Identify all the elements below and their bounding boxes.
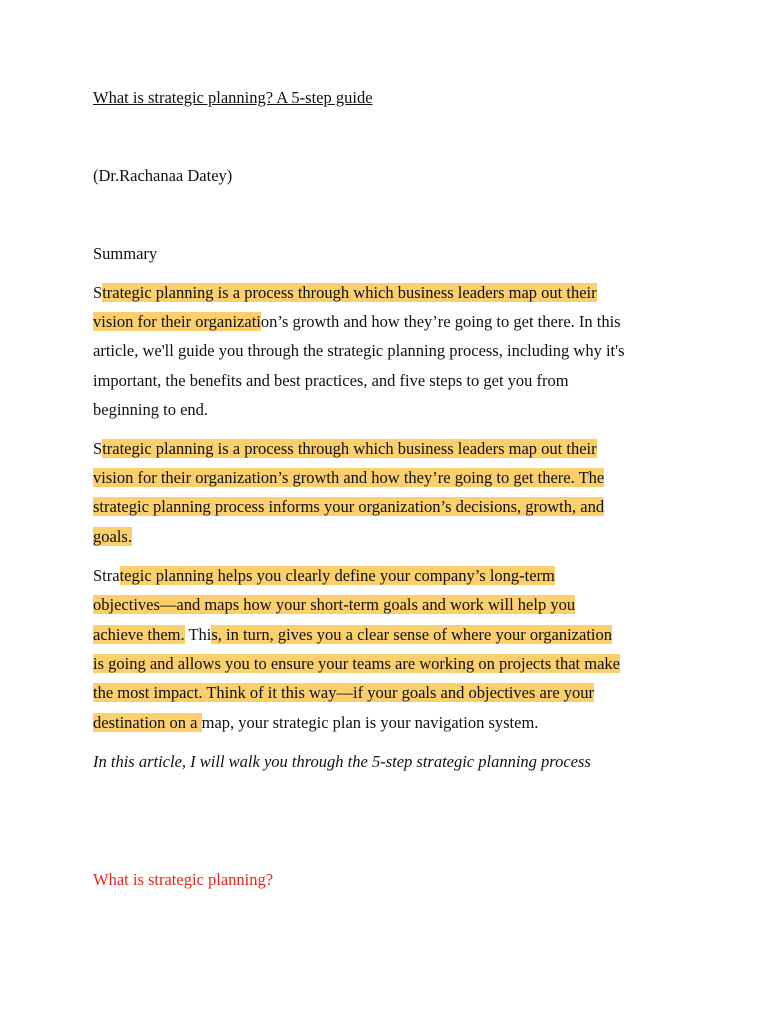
paragraph1-line5: beginning to end. [93, 400, 209, 419]
paragraph2-line1: Strategic planning is a process through which business leaders map out their [93, 439, 597, 458]
paragraph2-line4: goals. [93, 527, 132, 546]
paragraph1-line1: Strategic planning is a process through which business leaders map out their [93, 283, 597, 302]
paragraph1-line2: vision for their organization’s growth and how they’re going to get there. In this [93, 312, 621, 331]
paragraph2-line3: strategic planning process informs your organization’s decisions, growth, and [93, 497, 605, 516]
summary-heading: Summary [93, 244, 158, 263]
section-heading: What is strategic planning? [93, 870, 274, 889]
paragraph3-line2: objectives—and maps how your short-term goals and work will help you [93, 595, 576, 614]
paragraph3-line1: Strategic planning helps you clearly define your company’s long-term [93, 566, 555, 585]
paragraph3-line5: the most impact. Think of it this way—if your goals and objectives are your [93, 683, 595, 702]
paragraph3-line3: achieve them. This, in turn, gives you a clear sense of where your organization [93, 625, 612, 644]
paragraph1-line4: important, the benefits and best practices, and five steps to get you from [93, 371, 569, 390]
paragraph3-line4: is going and allows you to ensure your teams are working on projects that make [93, 654, 620, 673]
document-title: What is strategic planning? A 5-step guide [93, 88, 373, 107]
intro-italic: In this article, I will walk you through the 5-step strategic planning process [93, 752, 591, 771]
paragraph1-line3: article, we'll guide you through the strategic planning process, including why it's [93, 341, 625, 360]
paragraph3-line6: destination on a map, your strategic plan is your navigation system. [93, 713, 539, 732]
author-line: (Dr.Rachanaa Datey) [93, 166, 233, 185]
paragraph2-line2: vision for their organization’s growth and how they’re going to get there. The [93, 468, 605, 487]
